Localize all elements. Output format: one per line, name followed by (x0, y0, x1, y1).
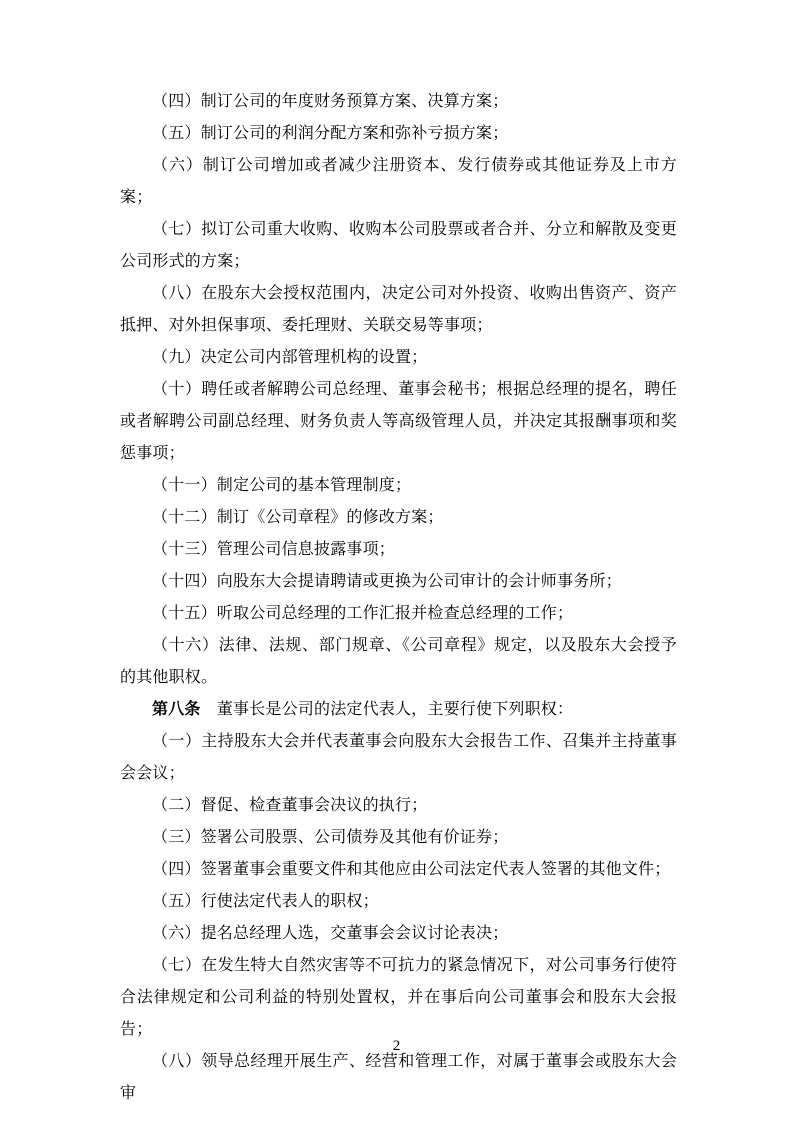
article-number: 第八条 (152, 701, 201, 718)
paragraph: （六）提名总经理人选，交董事会会议讨论表决； (152, 925, 509, 942)
paragraph: （七）拟订公司重大收购、收购本公司股票或者合并、分立和解散及变更公司形式的方案； (120, 221, 677, 270)
paragraph: （十五）听取公司总经理的工作汇报并检查总经理的工作； (152, 605, 574, 622)
paragraph: （五）制订公司的利润分配方案和弥补亏损方案； (152, 125, 509, 142)
paragraph: （九）决定公司内部管理机构的设置； (152, 349, 428, 366)
document-body (120, 86, 677, 1110)
paragraph: （五）行使法定代表人的职权； (152, 893, 379, 910)
paragraph: （十一）制定公司的基本管理制度； (152, 477, 412, 494)
paragraph: （四）签署董事会重要文件和其他应由公司法定代表人签署的其他文件； (152, 861, 671, 878)
paragraph: （四）制订公司的年度财务预算方案、决算方案； (152, 93, 509, 110)
paragraph: （三）签署公司股票、公司债券及其他有价证券； (152, 829, 509, 846)
paragraph: （十六）法律、法规、部门规章、《公司章程》规定，以及股东大会授予的其他职权。 (120, 637, 677, 686)
paragraph: （八）领导总经理开展生产、经营和管理工作，对属于董事会或股东大会审 (120, 1053, 677, 1102)
paragraph: （十四）向股东大会提请聘请或更换为公司审计的会计师事务所； (152, 573, 622, 590)
paragraph: （十三）管理公司信息披露事项； (152, 541, 396, 558)
paragraph: （八）在股东大会授权范围内，决定公司对外投资、收购出售资产、资产抵押、对外担保事项、委托理财、关联交易等事项； (120, 285, 677, 334)
paragraph: （二）督促、检查董事会决议的执行； (152, 797, 428, 814)
paragraph: （十）聘任或者解聘公司总经理、董事会秘书；根据总经理的提名，聘任或者解聘公司副总经理、财务负责人等高级管理人员，并决定其报酬事项和奖惩事项； (120, 381, 677, 462)
paragraph: （六）制订公司增加或者减少注册资本、发行债券或其他证券及上市方案； (120, 157, 677, 206)
paragraph: 第八条 董事长是公司的法定代表人，主要行使下列职权： (152, 701, 574, 718)
paragraph: （十二）制订《公司章程》的修改方案； (152, 509, 444, 526)
paragraph: （七）在发生特大自然灾害等不可抗力的紧急情况下，对公司事务行使符合法律规定和公司利益的特别处置权，并在事后向公司董事会和股东大会报告； (120, 957, 677, 1038)
paragraph: （一）主持股东大会并代表董事会向股东大会报告工作、召集并主持董事会会议； (120, 733, 677, 782)
page-number: 2 (392, 1038, 401, 1054)
